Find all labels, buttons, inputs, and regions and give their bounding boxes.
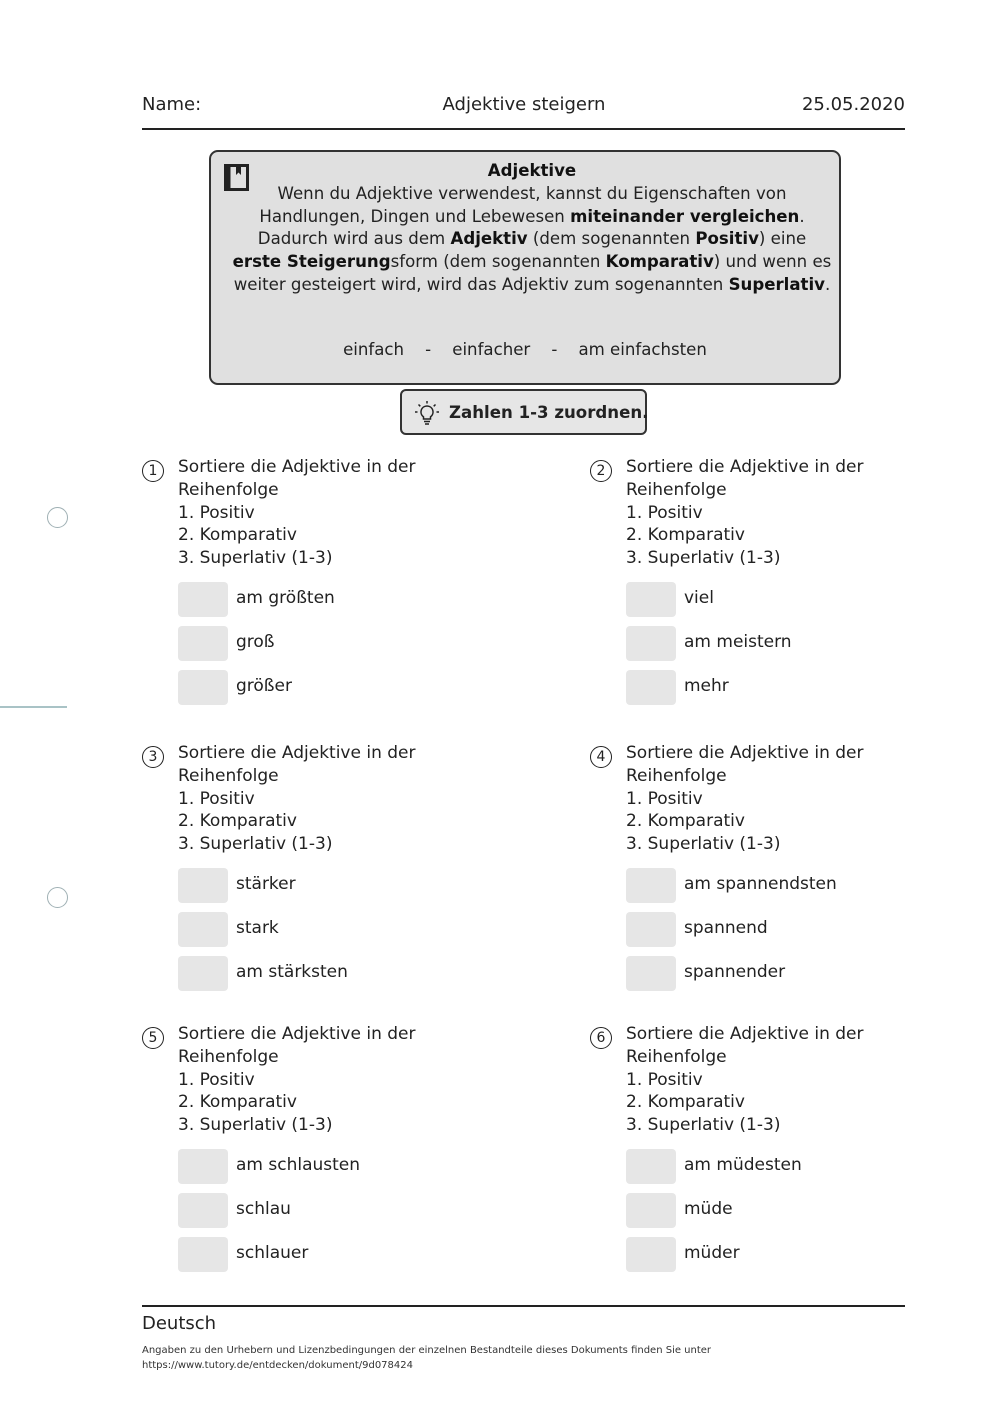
info-box <box>209 150 841 385</box>
adjective-forms-example: einfach - einfacher - am einfachsten <box>343 340 707 359</box>
task-instruction <box>178 742 416 856</box>
info-title: Adjektive <box>487 161 577 180</box>
answer-field[interactable] <box>178 626 228 661</box>
info-bold: Superlativ <box>728 274 825 294</box>
info-bold: Positiv <box>695 229 759 249</box>
task-instruction <box>626 1023 864 1137</box>
answer-field[interactable] <box>626 582 676 617</box>
task-instruction <box>178 1023 416 1137</box>
instruction-line: 2. Komparativ <box>178 811 297 832</box>
answer-field[interactable] <box>626 1237 676 1272</box>
task-number: 5 <box>142 1027 164 1049</box>
license-text: Angaben zu den Urhebern und Lizenzbedingungen der einzelnen Bestandteile dieses Dokuments finden Sie unter <box>142 1345 712 1356</box>
info-bold: Adjektiv <box>450 229 528 249</box>
answer-field[interactable] <box>626 868 676 903</box>
instruction-line: 1. Positiv <box>626 502 703 523</box>
info-bold: Komparativ <box>605 252 714 272</box>
instruction-line: 1. Positiv <box>626 788 703 809</box>
instruction-line: 2. Komparativ <box>178 525 297 546</box>
info-text-part: ) und wenn es weiter gesteigert wird, wird das Adjektiv zum sogenannten <box>233 252 832 294</box>
task-number: 4 <box>590 746 612 768</box>
info-text-part: Wenn du Adjektive verwendest, kannst du Eigenschaften von Handlungen, Dingen und Lebewesen <box>259 183 787 226</box>
answer-field[interactable] <box>626 912 676 947</box>
adjective-word: am stärksten <box>236 962 348 982</box>
adjective-word: müde <box>684 1199 733 1219</box>
header-divider <box>142 128 905 130</box>
answer-field[interactable] <box>178 912 228 947</box>
answer-field[interactable] <box>178 1237 228 1272</box>
adjective-word: am meistern <box>684 632 792 652</box>
info-text-part: . <box>825 274 831 294</box>
answer-field[interactable] <box>178 582 228 617</box>
instruction-line: Sortiere die Adjektive in der <box>178 743 416 763</box>
name-label: Name: <box>142 94 202 115</box>
instruction-line: 2. Komparativ <box>178 1092 297 1113</box>
info-text-part: (dem sogenannten <box>527 229 696 249</box>
info-text-part: . Dadurch wird aus dem <box>257 206 805 249</box>
instruction-line: 3. Superlativ (1-3) <box>178 548 333 569</box>
task-number: 3 <box>142 746 164 768</box>
instruction-line: Reihenfolge <box>626 479 727 500</box>
answer-field[interactable] <box>626 1149 676 1184</box>
info-text-part: sform (dem sogenannten <box>390 252 606 272</box>
adjective-word: am spannendsten <box>684 874 837 894</box>
adjective-word: größer <box>236 676 292 696</box>
footer-license-note <box>142 1344 711 1373</box>
adjective-word: stark <box>236 918 279 938</box>
instruction-line: Sortiere die Adjektive in der <box>626 743 864 763</box>
adjective-word: müder <box>684 1243 740 1263</box>
adjective-word: am müdesten <box>684 1155 802 1175</box>
task-number: 1 <box>142 460 164 482</box>
task-number: 6 <box>590 1027 612 1049</box>
hint-label: Zahlen 1-3 zuordnen. <box>449 403 649 422</box>
instruction-line: 2. Komparativ <box>626 525 745 546</box>
instruction-line: Reihenfolge <box>626 1046 727 1067</box>
instruction-line: 3. Superlativ (1-3) <box>626 1115 781 1136</box>
instruction-line: 3. Superlativ (1-3) <box>626 548 781 569</box>
instruction-line: Reihenfolge <box>178 765 279 786</box>
page-title: Adjektive steigern <box>442 94 606 115</box>
adjective-word: am größten <box>236 588 335 608</box>
answer-field[interactable] <box>178 1193 228 1228</box>
instruction-line: Sortiere die Adjektive in der <box>178 1024 416 1044</box>
instruction-line: Sortiere die Adjektive in der <box>626 1024 864 1044</box>
task-number: 2 <box>590 460 612 482</box>
task-instruction <box>178 456 416 570</box>
task-instruction <box>626 742 864 856</box>
info-text-part: ) eine <box>758 229 807 249</box>
instruction-line: 3. Superlativ (1-3) <box>178 1115 333 1136</box>
footer-divider <box>142 1305 905 1307</box>
instruction-line: 2. Komparativ <box>626 1092 745 1113</box>
instruction-line: Reihenfolge <box>626 765 727 786</box>
answer-field[interactable] <box>626 626 676 661</box>
info-bold: miteinander vergleichen <box>570 206 800 226</box>
instruction-line: 2. Komparativ <box>626 811 745 832</box>
instruction-line: 3. Superlativ (1-3) <box>178 834 333 855</box>
answer-field[interactable] <box>626 670 676 705</box>
adjective-word: groß <box>236 632 275 652</box>
adjective-word: spannender <box>684 962 786 982</box>
answer-field[interactable] <box>178 1149 228 1184</box>
instruction-line: 1. Positiv <box>178 502 255 523</box>
punch-hole-bottom <box>47 887 68 908</box>
footer-subject: Deutsch <box>142 1313 217 1334</box>
adjective-word: stärker <box>236 874 296 894</box>
adjective-word: schlau <box>236 1199 291 1219</box>
adjective-word: mehr <box>684 676 729 696</box>
answer-field[interactable] <box>178 670 228 705</box>
adjective-word: schlauer <box>236 1243 309 1263</box>
fold-mark <box>0 706 67 708</box>
date: 25.05.2020 <box>801 94 905 115</box>
answer-field[interactable] <box>178 956 228 991</box>
lightbulb-icon <box>414 400 440 426</box>
hint-box <box>400 389 647 435</box>
info-text <box>231 160 833 297</box>
instruction-line: 1. Positiv <box>626 1069 703 1090</box>
instruction-line: 1. Positiv <box>178 1069 255 1090</box>
adjective-word: viel <box>684 588 714 608</box>
task-instruction <box>626 456 864 570</box>
punch-hole-top <box>47 507 68 528</box>
instruction-line: 1. Positiv <box>178 788 255 809</box>
adjective-word: spannend <box>684 918 768 938</box>
instruction-line: Reihenfolge <box>178 479 279 500</box>
answer-field[interactable] <box>178 868 228 903</box>
instruction-line: Reihenfolge <box>178 1046 279 1067</box>
instruction-line: Sortiere die Adjektive in der <box>626 457 864 477</box>
license-link[interactable]: https://www.tutory.de/entdecken/dokument/9d078424 <box>142 1359 413 1371</box>
answer-field[interactable] <box>626 1193 676 1228</box>
adjective-word: am schlausten <box>236 1155 361 1175</box>
info-bold: erste Steigerung <box>232 252 391 272</box>
answer-field[interactable] <box>626 956 676 991</box>
instruction-line: 3. Superlativ (1-3) <box>626 834 781 855</box>
instruction-line: Sortiere die Adjektive in der <box>178 457 416 477</box>
